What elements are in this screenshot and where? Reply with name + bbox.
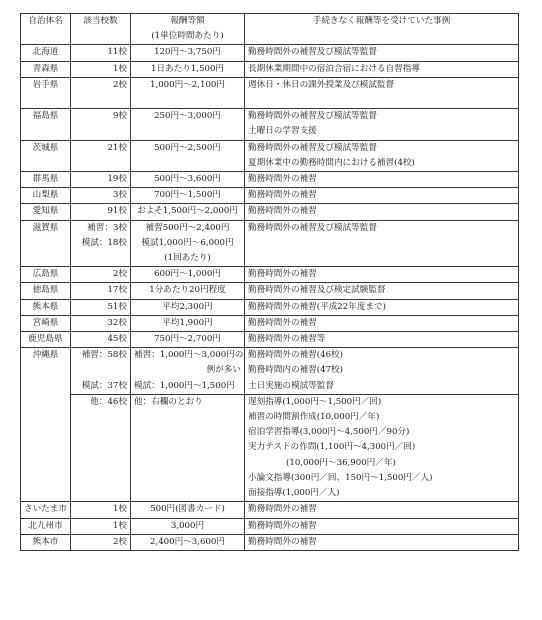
case-line: 小論文指導(300円／回、150円～1,500円／人) — [248, 472, 433, 483]
cases-cell — [245, 109, 519, 140]
cases-cell — [245, 61, 519, 77]
cases-cell — [245, 45, 519, 61]
municipality-cell: 群馬県 — [21, 172, 71, 188]
municipality-cell: さいたま市 — [21, 502, 71, 518]
school-count-cell: 11校 — [71, 45, 131, 61]
cases-cell — [245, 283, 519, 299]
case-line: 勤務時間外の補習及び検定試験監督 — [248, 285, 386, 296]
case-line: 補習の時間割作成(10,000円／年) — [248, 412, 380, 423]
case-line: 勤務時間外の補習 — [248, 317, 317, 328]
count-line: 模試：37校 — [81, 380, 127, 391]
amount-line: 他：右欄のとおり — [134, 396, 203, 407]
school-count-cell: 1校 — [71, 518, 131, 534]
case-line: 長期休業期間中の宿泊合宿における自習指導 — [248, 63, 420, 74]
amount-cell — [131, 220, 245, 267]
cases-cell — [245, 140, 519, 171]
school-count-cell — [71, 348, 131, 395]
count-line: 補習：58校 — [81, 350, 127, 361]
cases-cell — [245, 172, 519, 188]
table-row — [21, 315, 519, 331]
amount-cell: 平均2,300円 — [131, 299, 245, 315]
case-line: 勤務時間内の補習(47校) — [248, 365, 343, 376]
municipality-cell: 茨城県 — [21, 140, 71, 171]
cases-cell — [245, 77, 519, 108]
school-count-cell: 2校 — [71, 534, 131, 550]
case-line: 勤務時間外の補習 — [248, 174, 317, 185]
table-row — [21, 518, 519, 534]
amount-cell: 700円～1,500円 — [131, 188, 245, 204]
case-line: 勤務時間外の補習 — [248, 206, 317, 217]
school-count-cell: 17校 — [71, 283, 131, 299]
case-line: 夏期休業中の勤務時間内における補習(4校) — [248, 157, 415, 168]
case-line: 勤務時間外の補習及び模試等監督 — [248, 111, 377, 122]
table-row — [21, 140, 519, 171]
case-line: 勤務時間外の補習 — [248, 504, 317, 515]
header-municipality: 自治体名 — [21, 14, 71, 45]
municipality-cell: 岩手県 — [21, 77, 71, 108]
case-line: 実力テストの作問(1,100円～4,300円／回) — [248, 442, 416, 453]
municipality-cell: 北九州市 — [21, 518, 71, 534]
case-line: (10,000円～36,900円／年) — [286, 457, 396, 468]
table-row — [21, 332, 519, 348]
amount-cell: 1,000円～2,100円 — [131, 77, 245, 108]
table-row — [21, 502, 519, 518]
table-row — [21, 299, 519, 315]
case-line: 週休日・休日の課外授業及び模試監督 — [248, 79, 395, 90]
amount-cell — [131, 394, 245, 501]
case-line: 勤務時間外の補習及び模試等監督 — [248, 47, 377, 58]
amount-cell: 120円～3,750円 — [131, 45, 245, 61]
table-row — [21, 394, 519, 501]
table-row — [21, 220, 519, 267]
municipality-cell: 愛知県 — [21, 204, 71, 220]
table-row — [21, 109, 519, 140]
count-line — [74, 363, 127, 378]
amount-line: (1回あたり) — [164, 253, 211, 264]
amount-cell: 平均1,900円 — [131, 315, 245, 331]
case-line: 勤務時間外の補習 — [248, 190, 317, 201]
school-count-cell: 1校 — [71, 502, 131, 518]
municipality-cell: 熊本県 — [21, 299, 71, 315]
amount-line: 模試1,000円～6,000円 — [141, 237, 234, 248]
compensation-table — [20, 13, 519, 551]
school-count-cell: 45校 — [71, 332, 131, 348]
header-cases: 手続きなく報酬等を受けていた事例 — [245, 14, 519, 45]
header-amount-unit: (1単位時間あたり) — [151, 31, 224, 42]
case-line: 勤務時間外の補習(平成22年度まで) — [248, 301, 386, 312]
amount-cell: 500円～3,600円 — [131, 172, 245, 188]
municipality-cell: 宮崎県 — [21, 315, 71, 331]
school-count-cell: 91校 — [71, 204, 131, 220]
amount-cell: 500円～2,500円 — [131, 140, 245, 171]
cases-cell — [245, 267, 519, 283]
cases-cell — [245, 348, 519, 395]
table-row — [21, 45, 519, 61]
case-line: 勤務時間外の補習 — [248, 269, 317, 280]
cases-cell — [245, 534, 519, 550]
amount-cell: およそ1,500円～2,000円 — [131, 204, 245, 220]
municipality-cell: 青森県 — [21, 61, 71, 77]
case-line: 勤務時間外の補習及び模試等監督 — [248, 222, 377, 233]
case-line: 勤務時間外の補習 — [248, 520, 317, 531]
amount-line: 例が多い — [206, 365, 241, 376]
municipality-cell: 鹿児島県 — [21, 332, 71, 348]
school-count-cell: 51校 — [71, 299, 131, 315]
table-row — [21, 188, 519, 204]
table-body — [21, 45, 519, 551]
cases-cell — [245, 332, 519, 348]
case-line — [248, 93, 515, 108]
amount-cell: 1分あたり20円程度 — [131, 283, 245, 299]
cases-cell — [245, 188, 519, 204]
case-line: 土日実施の模試等監督 — [248, 380, 334, 391]
case-line: 遅刻指導(1,000円～1,500円／回) — [248, 396, 382, 407]
case-line: 勤務時間外の補習 — [248, 536, 317, 547]
table-row — [21, 204, 519, 220]
cases-cell — [245, 502, 519, 518]
header-amount — [131, 14, 245, 45]
amount-line: 模試：1,000円～1,500円 — [134, 380, 235, 391]
cases-cell — [245, 394, 519, 501]
amount-cell: 600円～1,000円 — [131, 267, 245, 283]
school-count-cell: 他：46校 — [71, 394, 131, 501]
amount-cell: 500円(図書カード) — [131, 502, 245, 518]
municipality-cell: 山梨県 — [21, 188, 71, 204]
school-count-cell: 2校 — [71, 77, 131, 108]
header-row — [21, 14, 519, 45]
case-line: 勤務時間外の補習等 — [248, 334, 326, 345]
table-row — [21, 267, 519, 283]
municipality-cell: 北海道 — [21, 45, 71, 61]
amount-cell: 750円～2,700円 — [131, 332, 245, 348]
cases-cell — [245, 220, 519, 267]
count-line: 補習：3校 — [87, 222, 127, 233]
table-row — [21, 61, 519, 77]
case-line: 勤務時間外の補習(46校) — [248, 350, 343, 361]
school-count-cell: 9校 — [71, 109, 131, 140]
table-row — [21, 283, 519, 299]
cases-cell — [245, 518, 519, 534]
school-count-cell: 21校 — [71, 140, 131, 171]
case-line: 勤務時間外の補習及び模試等監督 — [248, 142, 377, 153]
school-count-cell: 19校 — [71, 172, 131, 188]
case-line: 面接指導(1,000円／人) — [248, 488, 340, 499]
amount-cell — [131, 348, 245, 395]
amount-cell: 3,000円 — [131, 518, 245, 534]
amount-line: 補習：1,000円～3,000円の — [134, 350, 244, 361]
school-count-cell — [71, 220, 131, 267]
case-line: 土曜日の学習支援 — [248, 126, 317, 137]
table-row — [21, 348, 519, 395]
municipality-cell: 福島県 — [21, 109, 71, 140]
header-amount-label: 報酬等額 — [170, 16, 205, 26]
municipality-cell: 徳島県 — [21, 283, 71, 299]
municipality-cell: 沖縄県 — [21, 348, 71, 502]
school-count-cell: 3校 — [71, 188, 131, 204]
amount-cell: 250円～3,000円 — [131, 109, 245, 140]
amount-cell: 2,400円～3,600円 — [131, 534, 245, 550]
cases-cell — [245, 315, 519, 331]
school-count-cell: 32校 — [71, 315, 131, 331]
municipality-cell: 熊本市 — [21, 534, 71, 550]
case-line: 宿泊学習指導(3,000円～4,500円／90分) — [248, 427, 410, 438]
amount-line: 補習500円～2,400円 — [145, 222, 230, 233]
municipality-cell: 滋賀県 — [21, 220, 71, 267]
cases-cell — [245, 299, 519, 315]
table-row — [21, 172, 519, 188]
header-school-count: 該当校数 — [71, 14, 131, 45]
amount-cell: 1日あたり1,500円 — [131, 61, 245, 77]
school-count-cell: 2校 — [71, 267, 131, 283]
count-line: 模試：18校 — [81, 237, 127, 248]
cases-cell — [245, 204, 519, 220]
school-count-cell: 1校 — [71, 61, 131, 77]
table-row — [21, 77, 519, 108]
municipality-cell: 広島県 — [21, 267, 71, 283]
table-row — [21, 534, 519, 550]
